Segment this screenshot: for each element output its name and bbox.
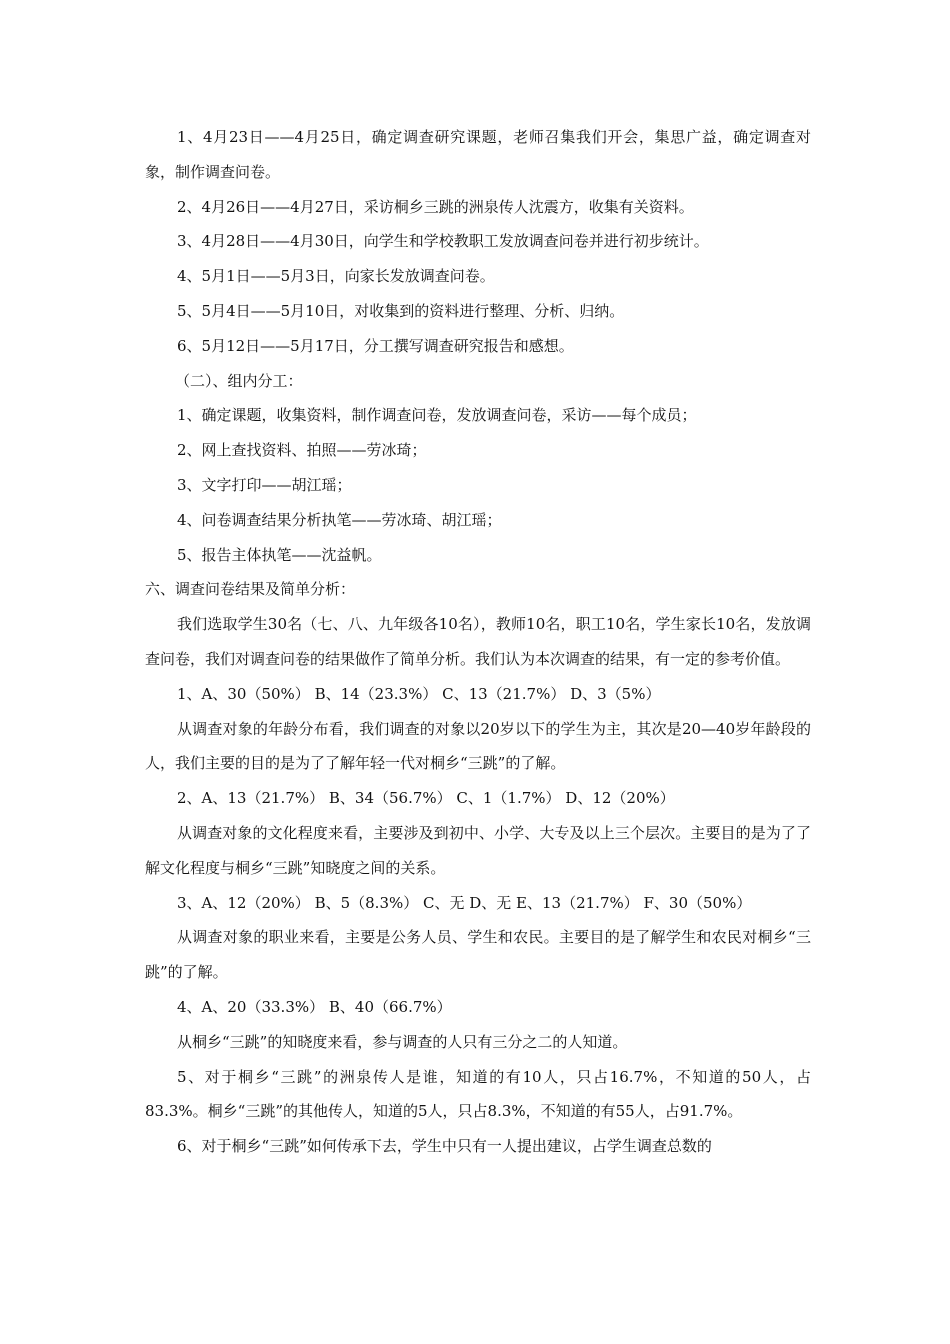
analysis-q1: 从调查对象的年龄分布看，我们调查的对象以20岁以下的学生为主，其次是20—40岁年龄段的人，我们主要的目的是为了了解年轻一代对桐乡“三跳”的了解。 — [145, 719, 811, 773]
result-q1: 1、A、30（50%） B、14（23.3%） C、13（21.7%） D、3（5%） — [177, 684, 661, 703]
result-q4: 4、A、20（33.3%） B、40（66.7%） — [177, 997, 452, 1016]
division-item-4: 4、问卷调查结果分析执笔——劳冰琦、胡江瑶； — [177, 510, 502, 529]
schedule-item-6: 6、5月12日——5月17日，分工撰写调查研究报告和感想。 — [177, 336, 574, 355]
analysis-q2: 从调查对象的文化程度来看，主要涉及到初中、小学、大专及以上三个层次。主要目的是为了了解文化程度与桐乡“三跳”知晓度之间的关系。 — [145, 823, 811, 877]
document-body — [145, 120, 811, 1164]
division-item-2: 2、网上查找资料、拍照——劳冰琦； — [177, 441, 427, 460]
section-heading-results: 六、调查问卷结果及简单分析： — [145, 580, 356, 599]
division-item-1: 1、确定课题，收集资料，制作调查问卷，发放调查问卷，采访——每个成员； — [177, 406, 697, 425]
results-intro: 我们选取学生30名（七、八、九年级各10名），教师10名，职工10名，学生家长10名，发放调查问卷，我们对调查问卷的结果做作了简单分析。我们认为本次调查的结果，有一定的参考价值。 — [145, 615, 811, 668]
schedule-item-5: 5、5月4日——5月10日，对收集到的资料进行整理、分析、归纳。 — [177, 301, 625, 320]
analysis-q3: 从调查对象的职业来看，主要是公务人员、学生和农民。主要目的是了解学生和农民对桐乡“三跳”的了解。 — [145, 928, 811, 982]
analysis-q4: 从桐乡“三跳”的知晓度来看，参与调查的人只有三分之二的人知道。 — [177, 1032, 628, 1051]
schedule-item-1: 1、4月23日——4月25日，确定调查研究课题，老师召集我们开会，集思广益，确定调查对象，制作调查问卷。 — [145, 128, 811, 181]
division-item-3: 3、文字打印——胡江瑶； — [177, 475, 352, 494]
section-heading-division: （二）、组内分工： — [175, 371, 303, 390]
schedule-item-4: 4、5月1日——5月3日，向家长发放调查问卷。 — [177, 267, 495, 286]
division-item-5: 5、报告主体执笔——沈益帆。 — [177, 545, 382, 564]
result-q3: 3、A、12（20%） B、5（8.3%） C、无 D、无 E、13（21.7%） F、30（50%） — [177, 893, 752, 912]
result-q5: 5、对于桐乡“三跳”的洲泉传人是谁，知道的有10人，只占16.7%，不知道的50人，占83.3%。桐乡“三跳”的其他传人，知道的5人，只占8.3%，不知道的有55人，占91.7%。 — [145, 1067, 811, 1121]
schedule-item-3: 3、4月28日——4月30日，向学生和学校教职工发放调查问卷并进行初步统计。 — [177, 232, 709, 251]
schedule-item-2: 2、4月26日——4月27日，采访桐乡三跳的洲泉传人沈震方，收集有关资料。 — [177, 197, 694, 216]
result-q2: 2、A、13（21.7%） B、34（56.7%） C、1（1.7%） D、12（20%） — [177, 789, 675, 808]
result-q6: 6、对于桐乡“三跳”如何传承下去，学生中只有一人提出建议，占学生调查总数的 — [177, 1137, 712, 1156]
